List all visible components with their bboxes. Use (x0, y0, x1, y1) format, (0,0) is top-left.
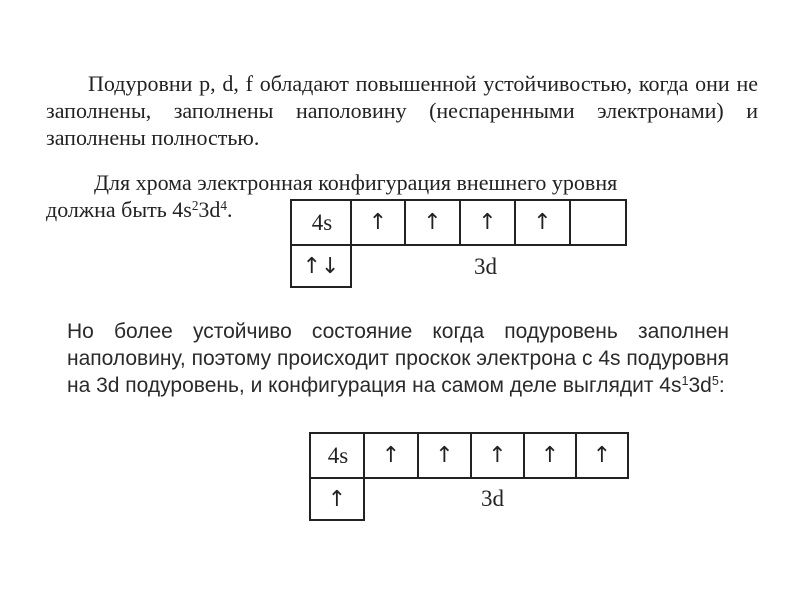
d2-d-orbital-1: ↑ (363, 432, 419, 479)
d1-d-orbital-2: ↑ (404, 199, 461, 246)
d2-3d-label: 3d (481, 486, 504, 511)
d1-3d-label: 3d (474, 254, 497, 279)
p3-prefix: Но более устойчиво состояние когда подуровень заполнен наполовину, поэтому происходит проскок электрона с 4s подуровня на 3d подуровень, и конфигурация на самом деле выглядит 4s (67, 320, 729, 397)
d2-d-orbital-3: ↑ (470, 432, 525, 479)
p2-mid: 3d (198, 197, 221, 222)
d2-s-label-cell (309, 432, 365, 479)
p2-sup1: 2 (191, 197, 199, 213)
d1-s-label-cell (290, 199, 352, 246)
d1-s-orbital: ↑↓ (290, 244, 352, 288)
d1-d-orbital-3: ↑ (459, 199, 516, 246)
d1-d-orbital-4: ↑ (514, 199, 571, 246)
p2-sup2: 4 (220, 197, 227, 213)
p3-sup2: 5 (711, 374, 719, 389)
p3-suffix: : (718, 374, 725, 397)
d2-s-orbital: ↑ (309, 477, 365, 521)
d2-d-orbital-5: ↑ (575, 432, 629, 479)
p3-sup1: 1 (681, 374, 689, 389)
p3-mid: 3d (688, 374, 712, 397)
p2-suffix: . (227, 197, 233, 222)
d2-d-orbital-2: ↑ (417, 432, 472, 479)
d2-d-orbital-4: ↑ (523, 432, 577, 479)
paragraph-stability-rule: Подуровни p, d, f обладают повышенной устойчивостью, когда они не заполнены, заполнены наполовину (неспаренными электронами) и заполнены полностью. (46, 71, 758, 150)
p2-line2-prefix: должна быть 4s (46, 197, 192, 222)
d1-d-orbital-5 (569, 199, 627, 246)
d1-4s-label: 4s (311, 209, 333, 235)
p2-line1: Для хрома электронная конфигурация внешнего уровня (94, 170, 618, 195)
d2-4s-label: 4s (327, 442, 349, 468)
paragraph-chromium-actual (67, 318, 729, 399)
d1-d-orbital-1: ↑ (350, 199, 406, 246)
